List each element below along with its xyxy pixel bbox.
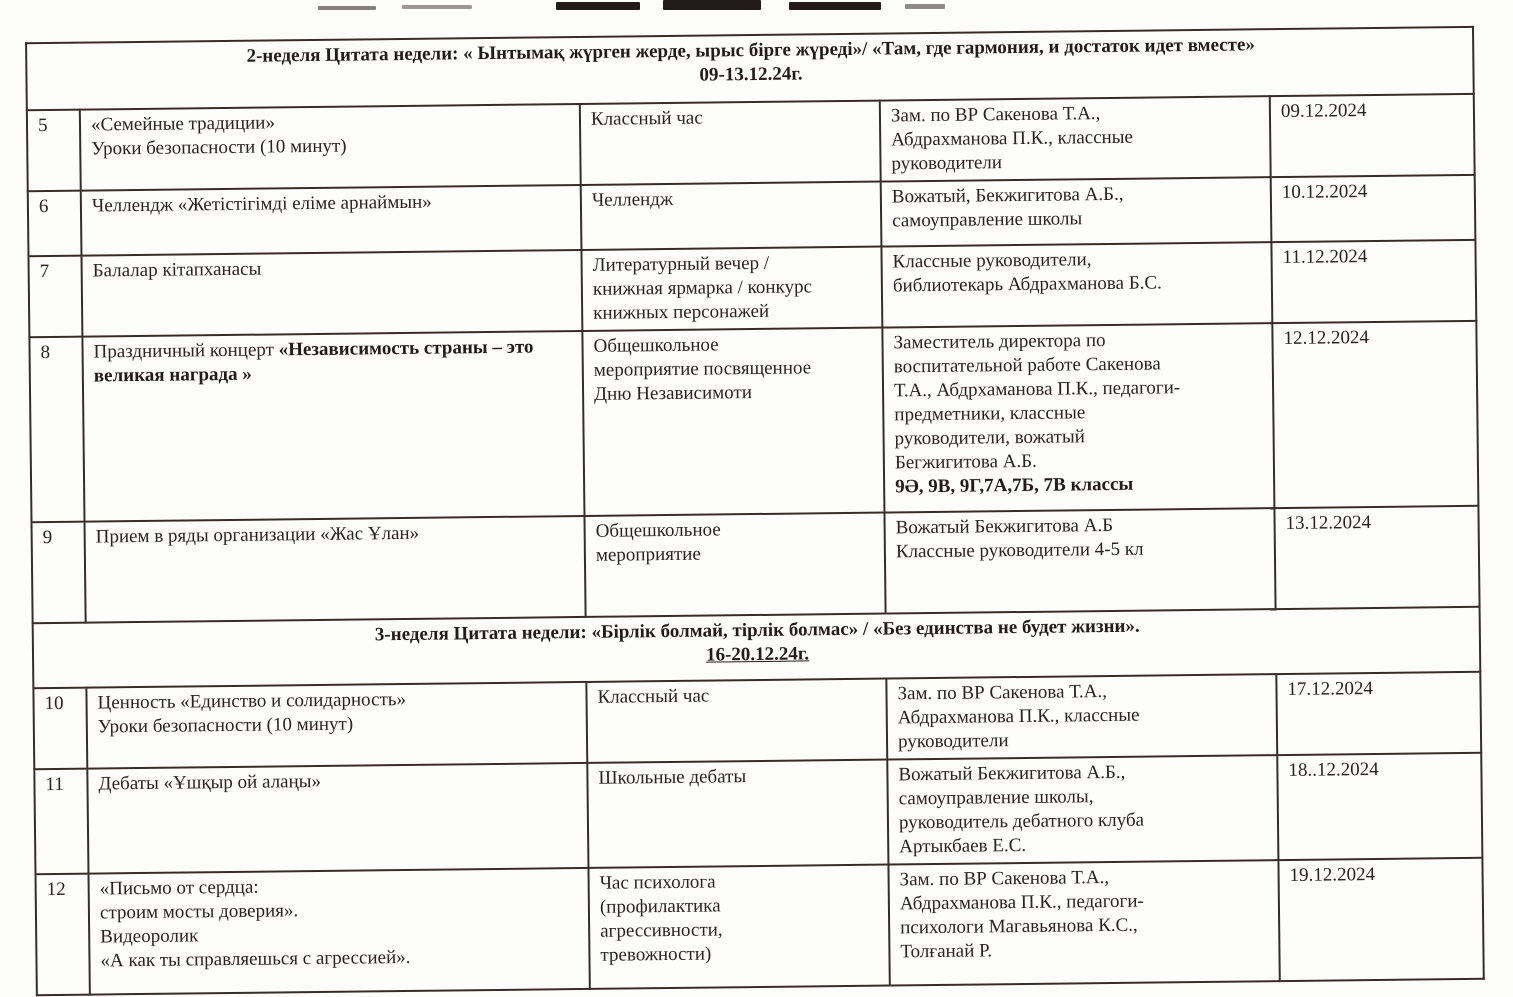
date-text: 19.12.2024 bbox=[1289, 864, 1375, 886]
form-text: Час психолога (профилактика агрессивности, тревожности) bbox=[600, 871, 723, 965]
date-cell bbox=[1278, 858, 1483, 981]
form-text: Общешкольное мероприятие bbox=[596, 519, 721, 565]
row-number-cell bbox=[35, 874, 89, 996]
responsible-cell bbox=[884, 508, 1275, 613]
row-number: 12 bbox=[47, 879, 66, 900]
row-number-cell bbox=[27, 110, 81, 192]
event-cell bbox=[85, 516, 586, 623]
form-cell bbox=[582, 328, 884, 516]
date-text: 12.12.2024 bbox=[1283, 327, 1369, 349]
responsible-cell bbox=[888, 860, 1279, 985]
week2-dates: 09-13.12.24г. bbox=[699, 63, 802, 85]
responsible-text: Зам. по ВР Сакенова Т.А., Абдрахманова П.К., классные руководители bbox=[891, 103, 1133, 174]
event-text: Праздничный концерт bbox=[93, 339, 278, 362]
event-text: «Письмо от сердца: строим мосты доверия». Видеоролик «А как ты справляешься с агрессией». bbox=[100, 877, 411, 972]
date-cell bbox=[1271, 240, 1476, 323]
form-text: Общешкольное мероприятие посвященное Дню Независимоти bbox=[593, 334, 811, 404]
week3-quote: 3-неделя Цитата недели: «Бірлік болмай, тірлік болмас» / «Без единства не будет жизни». bbox=[375, 616, 1140, 646]
date-cell bbox=[1277, 753, 1482, 860]
table-row bbox=[29, 321, 1478, 522]
row-number-cell bbox=[28, 256, 82, 338]
row-number: 5 bbox=[38, 115, 48, 136]
responsible-text: Вожатый Бекжигитова А.Б., самоуправление школы, руководитель дебатного клуба Артыкбаев Е.С. bbox=[898, 762, 1144, 858]
form-text: Литературный вечер / книжная ярмарка / конкурс книжных персонажей bbox=[593, 253, 813, 324]
responsible-text: Вожатый Бекжигитова А.Б Классные руководители 4-5 кл bbox=[896, 515, 1144, 562]
table-row bbox=[32, 506, 1480, 623]
event-text: «Семейные традиции» Уроки безопасности (10 минут) bbox=[91, 112, 347, 159]
event-cell bbox=[82, 331, 584, 522]
row-number-cell bbox=[29, 337, 84, 523]
row-number: 9 bbox=[43, 527, 53, 548]
event-text-bold: «Независимость страны – это великая награда » bbox=[94, 337, 534, 387]
form-text: Классный час bbox=[591, 108, 703, 130]
event-text: Балалар кітапханасы bbox=[93, 259, 262, 282]
date-text: 11.12.2024 bbox=[1282, 246, 1367, 268]
form-cell bbox=[580, 101, 881, 185]
event-text: Дебаты «Ұшқыр ой алаңы» bbox=[98, 771, 321, 795]
event-cell bbox=[81, 185, 582, 256]
date-text: 09.12.2024 bbox=[1281, 100, 1367, 122]
responsible-cell bbox=[881, 177, 1272, 246]
date-cell bbox=[1271, 175, 1476, 242]
responsible-text: Заместитель директора по воспитательной работе Сакенова Т.А., Абдрхаманова П.К., педагоги- предметники, классные руководители, вожатый Бегжигитова А.Б. bbox=[893, 330, 1180, 473]
form-cell bbox=[581, 247, 882, 331]
row-number: 6 bbox=[39, 196, 49, 217]
event-plan-table bbox=[25, 26, 1485, 996]
row-number: 11 bbox=[45, 774, 64, 795]
date-cell bbox=[1276, 672, 1481, 755]
responsible-cell bbox=[887, 755, 1278, 864]
responsible-cell bbox=[881, 242, 1272, 327]
row-number-cell bbox=[33, 688, 87, 770]
responsible-text: Зам. по ВР Сакенова Т.А., Абдрахманова П.К., классные руководители bbox=[897, 681, 1139, 752]
event-cell bbox=[87, 763, 588, 874]
responsible-cell bbox=[880, 96, 1271, 181]
responsible-text: Вожатый, Бекжигитова А.Б., самоуправление школы bbox=[892, 184, 1124, 232]
form-cell bbox=[586, 679, 887, 763]
event-cell bbox=[81, 250, 582, 337]
form-cell bbox=[581, 182, 882, 250]
week2-quote: 2-неделя Цитата недели: « Ынтымақ жүрген жерде, ырыс бірге жүреді»/ «Там, где гармония, и достаток идет вместе» bbox=[246, 34, 1255, 66]
date-text: 13.12.2024 bbox=[1285, 512, 1371, 534]
week3-dates: 16-20.12.24г. bbox=[706, 643, 809, 665]
date-text: 10.12.2024 bbox=[1282, 181, 1368, 203]
form-cell bbox=[584, 513, 885, 617]
form-cell bbox=[587, 760, 888, 868]
responsible-text: Классные руководители, библиотекарь Абдрахманова Б.С. bbox=[892, 249, 1161, 296]
row-number: 7 bbox=[40, 261, 50, 282]
event-text: Ценность «Единство и солидарность» Уроки безопасности (10 минут) bbox=[97, 689, 406, 737]
form-cell bbox=[588, 865, 889, 989]
table-row bbox=[34, 753, 1482, 874]
row-number-cell bbox=[32, 522, 86, 624]
event-cell bbox=[88, 868, 589, 995]
row-number-cell bbox=[34, 769, 88, 875]
date-cell bbox=[1270, 94, 1475, 177]
responsible-cell bbox=[882, 323, 1274, 512]
event-text: Прием в ряды организации «Жас Ұлан» bbox=[96, 523, 420, 548]
date-text: 18..12.2024 bbox=[1288, 759, 1378, 781]
row-number: 10 bbox=[44, 693, 63, 714]
event-cell bbox=[80, 104, 581, 191]
event-cell bbox=[86, 682, 587, 769]
event-text: Челлендж «Жетістігімді еліме арнаймын» bbox=[92, 192, 432, 217]
table-row bbox=[35, 858, 1483, 995]
date-cell bbox=[1272, 321, 1478, 508]
responsible-text: Зам. по ВР Сакенова Т.А., Абдрахманова П.К., педагоги- психологи Магавьянова К.С., Толғанай Р. bbox=[900, 867, 1144, 962]
date-cell bbox=[1274, 506, 1479, 609]
row-number: 8 bbox=[40, 342, 50, 363]
row-number-cell bbox=[28, 191, 82, 257]
responsible-text-bold: 9Ә, 9В, 9Г,7А,7Б, 7В классы bbox=[895, 474, 1133, 498]
form-text: Школьные дебаты bbox=[598, 766, 746, 789]
form-text: Классный час bbox=[597, 686, 709, 708]
date-text: 17.12.2024 bbox=[1287, 678, 1373, 700]
responsible-cell bbox=[886, 674, 1277, 759]
form-text: Челлендж bbox=[592, 189, 673, 211]
